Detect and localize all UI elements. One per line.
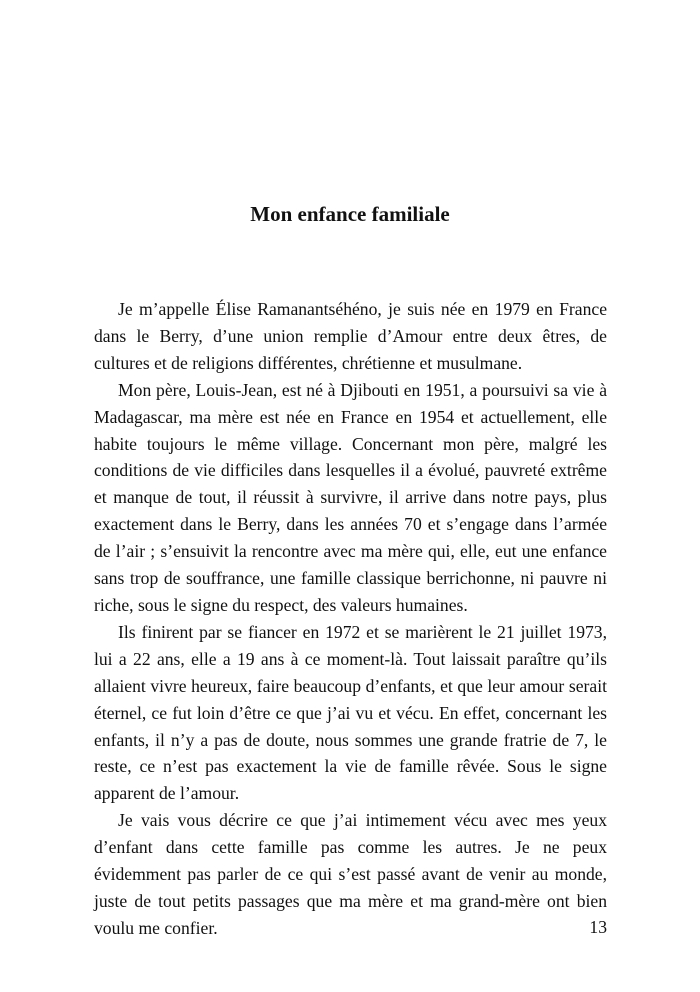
paragraph: Je m’appelle Élise Ramanantséhéno, je suis née en 1979 en France dans le Berry, d’une union remplie d’Amour entre deux êtres, de cultures et de religions différentes, chrétienne et musulmane. bbox=[94, 299, 607, 373]
page-number: 13 bbox=[589, 917, 607, 937]
paragraph: Ils finirent par se fiancer en 1972 et se marièrent le 21 juillet 1973, lui a 22 ans, elle a 19 ans à ce moment-là. Tout laissait paraître qu’ils allaient vivre heureux, faire beaucoup d’enfants, et que leur amour serait éternel, ce fut loin d’être ce que j’ai vu et vécu. En effet, concernant les enfants, il n’y a pas de doute, nous sommes une grande fratrie de 7, le reste, ce n’est pas exactement la vie de famille rêvée. Sous le signe apparent de l’amour. bbox=[94, 621, 607, 804]
chapter-body bbox=[94, 296, 607, 942]
paragraph: Mon père, Louis-Jean, est né à Djibouti en 1951, a poursuivi sa vie à Madagascar, ma mère est née en France en 1954 et actuellement, elle habite toujours le même village. Concernant mon père, malgré les conditions de vie difficiles dans lesquelles il a évolué, pauvreté extrême et manque de tout, il réussit à survivre, il arrive dans notre pays, plus exactement dans le Berry, dans les années 70 et s’engage dans l’armée de l’air ; s’ensuivit la rencontre avec ma mère qui, elle, eut une enfance sans trop de souffrance, une famille classique berrichonne, ni pauvre ni riche, sous le signe du respect, des valeurs humaines. bbox=[94, 379, 607, 615]
paragraph: Je vais vous décrire ce que j’ai intimement vécu avec mes yeux d’enfant dans cette famille pas comme les autres. Je ne peux évidemment pas parler de ce qui s’est passé avant de venir au monde, juste de tout petits passages que ma mère et ma grand-mère ont bien voulu me confier. bbox=[94, 810, 607, 938]
chapter-title: Mon enfance familiale bbox=[250, 202, 450, 226]
